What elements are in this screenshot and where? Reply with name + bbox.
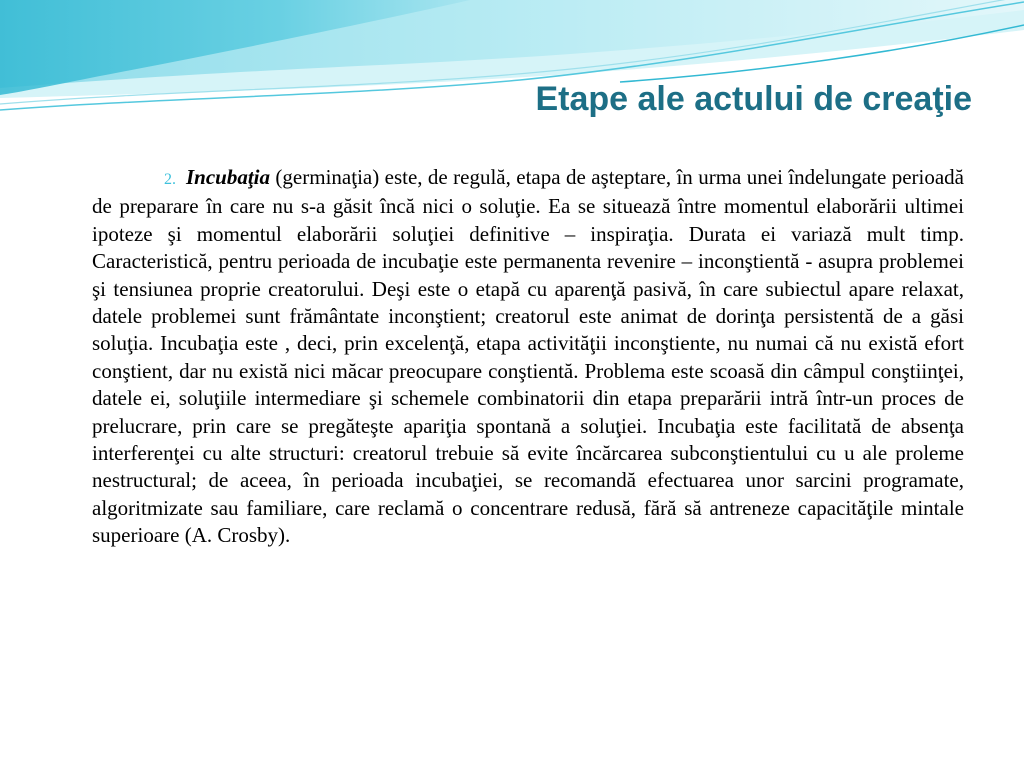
- list-number: 2.: [164, 171, 176, 188]
- slide-title: Etape ale actului de creaţie: [535, 80, 972, 118]
- body-text: (germinaţia) este, de regulă, etapa de aşteptare, în urma unei îndelungate perioadă de preparare în care nu s-a găsit încă nici o soluţie. Ea se situează între momentul elaborării ultimei ipoteze şi momentul elaborării soluţiei definitive – inspiraţia. Durata ei variază mult timp. Caracteristică, pentru perioada de incubaţie este permanenta revenire – inconştientă - asupra problemei şi tensiunea proprie creatorului. Deşi este o etapă cu aparenţă pasivă, în care subiectul apare relaxat, datele problemei sunt frământate inconştient; creatorul este animat de dorinţa persistentă de a găsi soluţia. Incubaţia este , deci, prin excelenţă, etapa activităţii inconştiente, nu numai că nu există efort conştient, dar nu există nici măcar preocupare conştientă. Problema este scoasă din câmpul conştiinţei, datele ei, soluţiile intermediare şi schemele combinatorii din etapa preparării intră într-un proces de prelucrare, prin care se pregăteşte apariţia spontană a soluţiei. Incubaţia este facilitată de absenţa interferenţei cu alte structuri: creatorul trebuie să evite încărcarea subconştientului cu u ale proleme nestructural; de aceea, în perioada incubaţiei, se recomandă efectuarea unor sarcini programate, algoritmizate sau familiare, care reclamă o concentrare redusă, fără să antreneze capacităţile mintale superioare (A. Crosby).: [92, 165, 964, 548]
- term-incubatia: Incubaţia: [186, 165, 271, 189]
- body-paragraph: [92, 164, 964, 550]
